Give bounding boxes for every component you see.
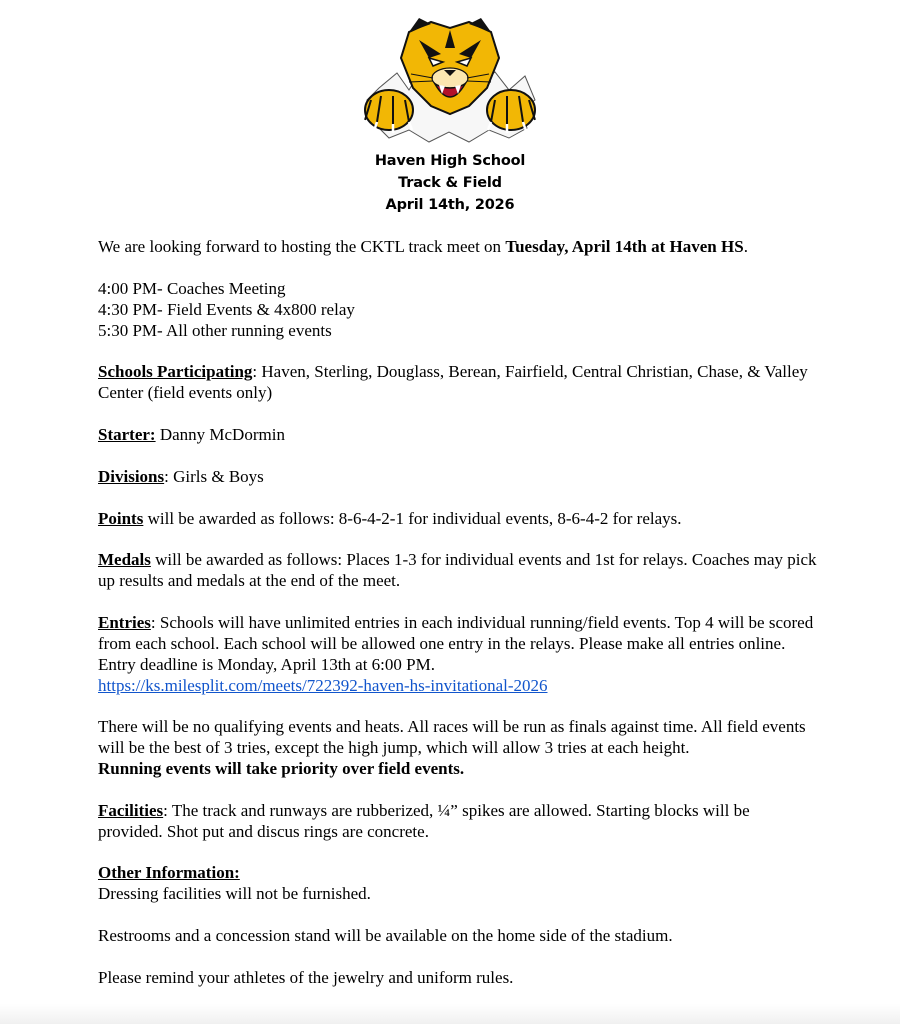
other-info-paragraph [98, 862, 818, 904]
page-bottom-shadow [0, 1004, 900, 1024]
schools-label: Schools Participating [98, 362, 253, 381]
medals-paragraph [98, 549, 818, 591]
schools-text: : Haven, Sterling, Douglass, Berean, Fairfield, Central Christian, Chase, & Valley Center (field events only) [98, 362, 808, 402]
points-paragraph [98, 508, 818, 529]
heats-paragraph [98, 716, 818, 779]
starter-label: Starter: [98, 425, 156, 444]
schedule-item: 4:00 PM- Coaches Meeting [98, 279, 286, 298]
entries-text: : Schools will have unlimited entries in each individual running/field events. Top 4 will be scored from each school. Each school will be allowed one entry in the relays. Please make all entries online. Entry deadline is Monday, April 13th at 6:00 PM. [98, 613, 814, 674]
reminder-paragraph: Please remind your athletes of the jewelry and uniform rules. [98, 968, 514, 987]
sport-title: Track & Field [398, 175, 502, 191]
points-label: Points [98, 509, 144, 528]
panther-logo [349, 18, 551, 150]
starter-text: Danny McDormin [155, 425, 285, 444]
entries-paragraph [98, 612, 818, 696]
facilities-text: : The track and runways are rubberized, ¼” spikes are allowed. Starting blocks will be provided. Shot put and discus rings are concrete. [98, 801, 750, 841]
other-info-text: Dressing facilities will not be furnished. [98, 884, 371, 903]
schedule-item: 5:30 PM- All other running events [98, 321, 332, 340]
schools-paragraph [98, 361, 818, 403]
facilities-label: Facilities [98, 801, 164, 820]
divisions-paragraph [98, 466, 818, 487]
heats-text: There will be no qualifying events and heats. All races will be run as finals against time. All field events will be the best of 3 tries, except the high jump, which will allow 3 tries at each height. [98, 717, 806, 757]
meet-date: April 14th, 2026 [385, 197, 515, 213]
heats-priority-note: Running events will take priority over field events. [98, 759, 465, 778]
intro-paragraph [98, 236, 818, 257]
medals-text: will be awarded as follows: Places 1-3 for individual events and 1st for relays. Coaches may pick up results and medals at the end of the meet. [98, 550, 817, 590]
intro-emphasis: Tuesday, April 14th at Haven HS [505, 237, 744, 256]
divisions-text: : Girls & Boys [164, 467, 264, 486]
other-info-label: Other Information: [98, 863, 240, 882]
entries-label: Entries [98, 613, 151, 632]
medals-label: Medals [98, 550, 151, 569]
intro-end: . [743, 237, 748, 256]
intro-text: We are looking forward to hosting the CKTL track meet on [98, 237, 506, 256]
schedule-item: 4:30 PM- Field Events & 4x800 relay [98, 300, 355, 319]
starter-paragraph [98, 424, 818, 445]
school-name: Haven High School [374, 153, 526, 169]
points-text: will be awarded as follows: 8-6-4-2-1 for individual events, 8-6-4-2 for relays. [143, 509, 682, 528]
facilities-paragraph [98, 800, 818, 842]
schedule-list [98, 278, 818, 341]
divisions-label: Divisions [98, 467, 165, 486]
restrooms-paragraph: Restrooms and a concession stand will be available on the home side of the stadium. [98, 926, 673, 945]
meet-registration-link[interactable]: https://ks.milesplit.com/meets/722392-haven-hs-invitational-2026 [98, 676, 548, 695]
